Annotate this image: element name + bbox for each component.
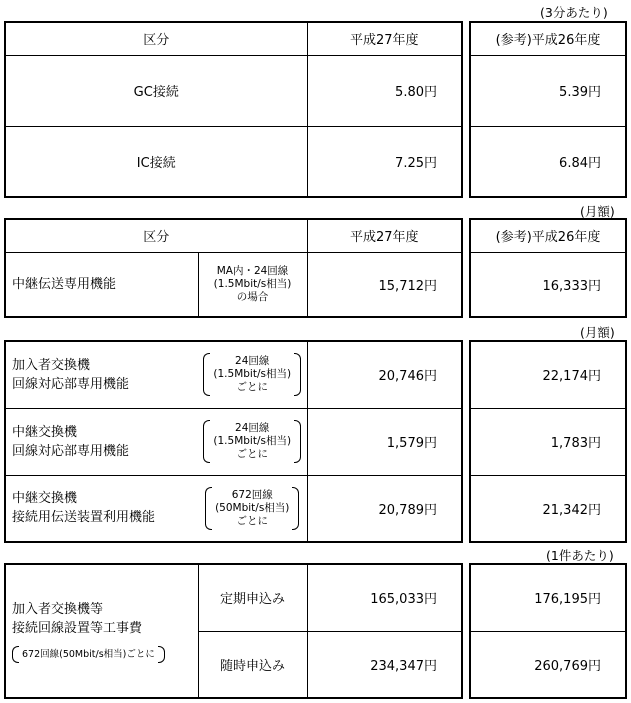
unit-label-monthly: (月額) [580,325,615,340]
row-fy26-value: 176,195円 [470,564,626,631]
row-fy27-value: 5.80円 [307,55,462,126]
condition-note: 672回線(50Mbit/s相当)ごとに [12,646,165,663]
section1-reference-table [469,21,627,198]
row-name: IC接続 [5,126,307,197]
row-condition: MA内・24回線 (1.5Mbit/s相当) の場合 [198,252,307,317]
row-name: GC接続 [5,55,307,126]
row-condition: 24回線 (1.5Mbit/s相当) ごとに [198,341,307,408]
row-fy27-value: 7.25円 [307,126,462,197]
row-fy27-value: 20,746円 [307,341,462,408]
unit-label-per-3min: (3分あたり) [540,5,608,20]
row-fy27-value: 20,789円 [307,475,462,542]
row-fy26-value: 5.39円 [470,55,626,126]
row-condition: 672回線 (50Mbit/s相当) ごとに [198,475,307,542]
row-name: 加入者交換機等 接続回線設置等工事費 672回線(50Mbit/s相当)ごとに [5,564,198,698]
row-fy26-value: 1,783円 [470,408,626,475]
header-fy26: (参考)平成26年度 [470,219,626,252]
row-name: 加入者交換機 回線対応部専用機能 [5,341,198,408]
row-fy26-value: 6.84円 [470,126,626,197]
unit-label-monthly: (月額) [580,204,615,219]
row-name: 中継交換機 回線対応部専用機能 [5,408,198,475]
row-fy27-value: 15,712円 [307,252,462,317]
application-type: 定期申込み [198,564,307,631]
row-condition: 24回線 (1.5Mbit/s相当) ごとに [198,408,307,475]
unit-label-per-case: (1件あたり) [546,548,614,563]
header-category: 区分 [5,219,307,252]
section2-reference-table [469,218,627,318]
application-type: 随時申込み [198,631,307,698]
header-category: 区分 [5,22,307,55]
section2-table [4,218,463,318]
row-fy27-value: 165,033円 [307,564,462,631]
section4-reference-table [469,563,627,699]
header-fy26: (参考)平成26年度 [470,22,626,55]
section3-table [4,340,463,543]
header-fy27: 平成27年度 [307,22,462,55]
row-fy26-value: 21,342円 [470,475,626,542]
section3-reference-table [469,340,627,543]
header-fy27: 平成27年度 [307,219,462,252]
row-fy27-value: 234,347円 [307,631,462,698]
row-name: 中継交換機 接続用伝送装置利用機能 [5,475,198,542]
row-fy26-value: 16,333円 [470,252,626,317]
row-name: 中継伝送専用機能 [5,252,198,317]
row-fy26-value: 22,174円 [470,341,626,408]
row-fy26-value: 260,769円 [470,631,626,698]
section4-table [4,563,463,699]
row-fy27-value: 1,579円 [307,408,462,475]
section1-table [4,21,463,198]
